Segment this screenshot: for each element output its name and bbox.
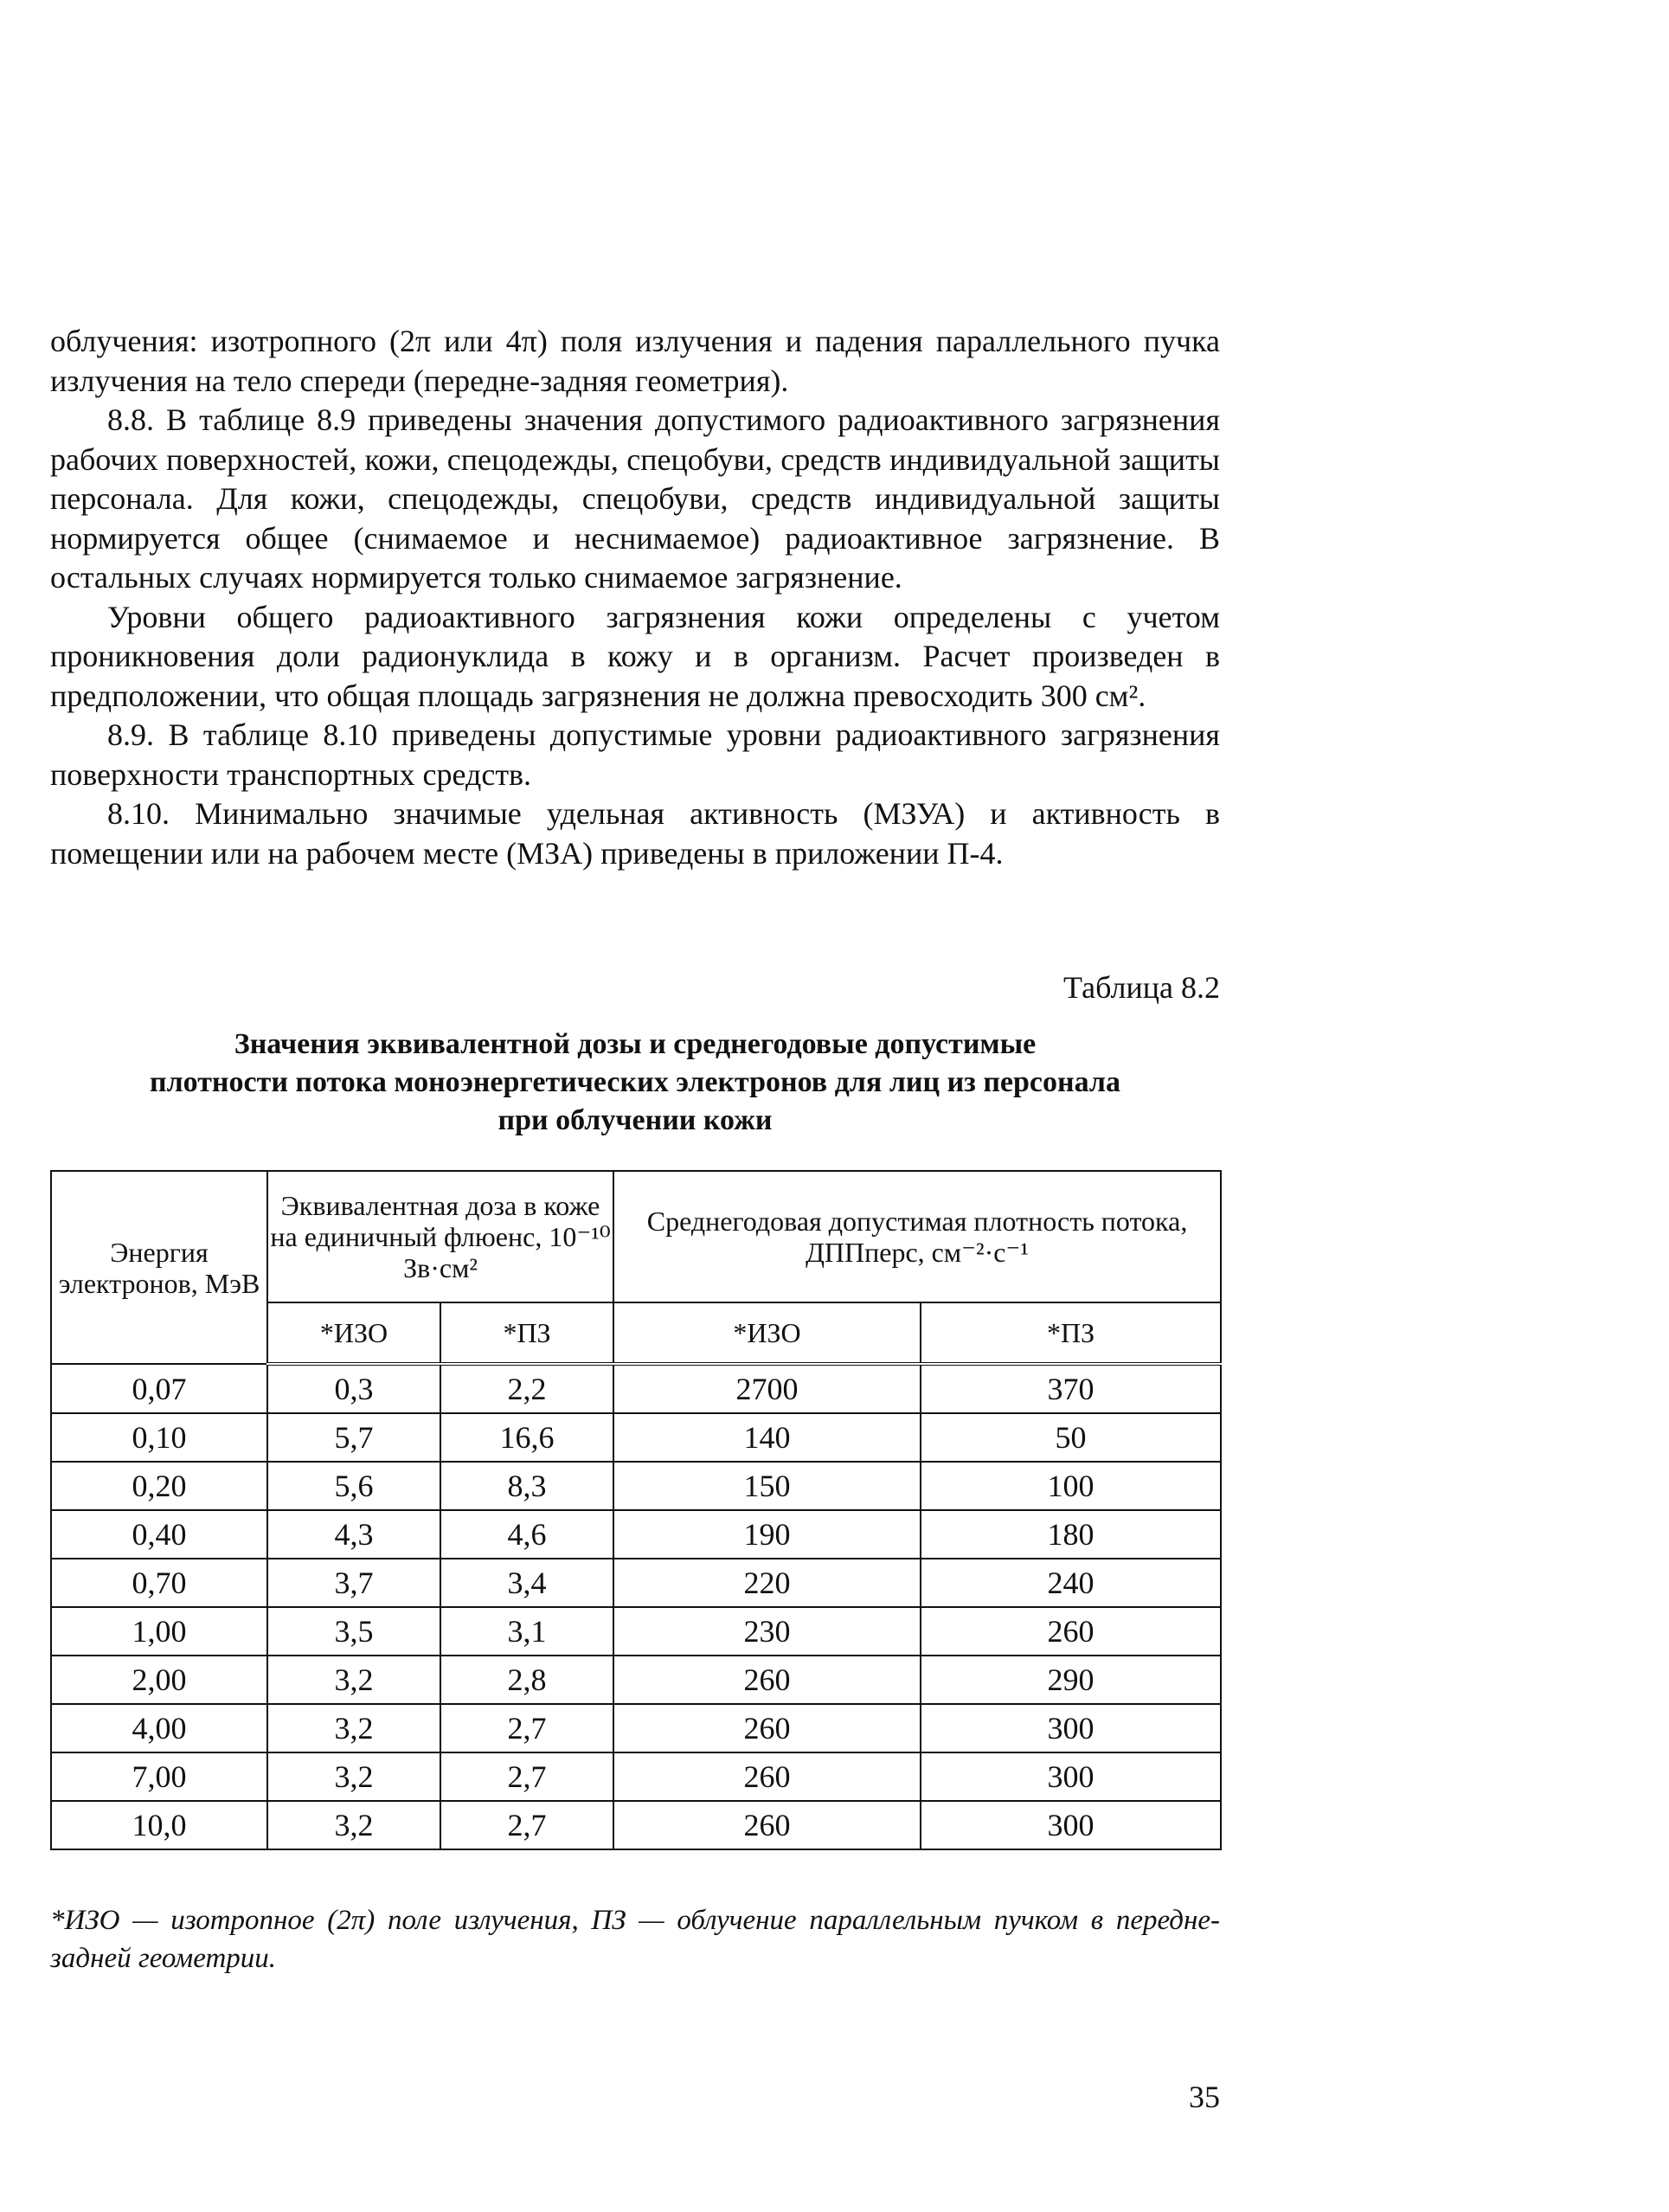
table-row: [51, 1656, 1221, 1704]
table-cell: 190: [613, 1510, 921, 1559]
table-body: [51, 1364, 1221, 1849]
table-row: [51, 1752, 1221, 1801]
paragraph: 8.8. В таблице 8.9 приведены значения допустимого радиоактивного загрязнения рабочих поверхностей, кожи, спецодежды, спецобуви, средств индивидуальной защиты персонала. Для кожи, спецодежды, спецобуви, средств индивидуальной защиты нормируется общее (снимаемое и неснимаемое) радиоактивное загрязнение. В остальных случаях нормируется только снимаемое загрязнение.: [50, 402, 1220, 595]
table-row: [51, 1559, 1221, 1607]
table-label: Таблица 8.2: [1063, 970, 1220, 1005]
table-cell: 100: [921, 1462, 1221, 1510]
table-cell: 16,6: [440, 1413, 613, 1462]
paragraph: Уровни общего радиоактивного загрязнения кожи определены с учетом проникновения доли радионуклида в кожу и в организм. Расчет произведен в предположении, что общая площадь загрязнения не должна превосходить 300 см².: [50, 599, 1220, 713]
table-row: [51, 1607, 1221, 1656]
table-cell: 3,5: [267, 1607, 440, 1656]
table-cell: 3,2: [267, 1704, 440, 1752]
table-cell: 3,2: [267, 1801, 440, 1849]
table-cell: 150: [613, 1462, 921, 1510]
table-row: [51, 1704, 1221, 1752]
table-cell: 2,7: [440, 1704, 613, 1752]
table-cell: 0,40: [51, 1510, 267, 1559]
header-flux: Среднегодовая допустимая плотность потока, ДППперс, см⁻²·с⁻¹: [613, 1171, 1221, 1302]
table-cell: 0,20: [51, 1462, 267, 1510]
table-cell: 4,3: [267, 1510, 440, 1559]
table-cell: 2,00: [51, 1656, 267, 1704]
table-cell: 3,2: [267, 1656, 440, 1704]
header-energy: Энергия электронов, МэВ: [51, 1171, 267, 1364]
table-cell: 1,00: [51, 1607, 267, 1656]
dose-table: [50, 1170, 1222, 1850]
table-cell: 290: [921, 1656, 1221, 1704]
table-cell: 260: [921, 1607, 1221, 1656]
table-cell: 230: [613, 1607, 921, 1656]
page-number: 35: [1189, 2080, 1220, 2114]
table-cell: 260: [613, 1752, 921, 1801]
table-cell: 2,7: [440, 1752, 613, 1801]
paragraph: 8.9. В таблице 8.10 приведены допустимые уровни радиоактивного загрязнения поверхности транспортных средств.: [50, 717, 1220, 792]
footnote: *ИЗО — изотропное (2π) поле излучения, ПЗ — облучение параллельным пучком в передне-задней геометрии.: [50, 1905, 1220, 1974]
subheader-dose-pz: *ПЗ: [440, 1302, 613, 1364]
table-title-line: при облучении кожи: [497, 1104, 773, 1136]
table-title-line: Значения эквивалентной дозы и среднегодовые допустимые: [234, 1028, 1037, 1060]
table-cell: 0,70: [51, 1559, 267, 1607]
table-cell: 260: [613, 1656, 921, 1704]
table-row: [51, 1364, 1221, 1413]
table-cell: 370: [921, 1364, 1221, 1413]
table-cell: 3,2: [267, 1752, 440, 1801]
table-cell: 4,6: [440, 1510, 613, 1559]
table-cell: 2,2: [440, 1364, 613, 1413]
table-cell: 220: [613, 1559, 921, 1607]
table-cell: 3,4: [440, 1559, 613, 1607]
table-row: [51, 1462, 1221, 1510]
table-cell: 300: [921, 1752, 1221, 1801]
table-cell: 4,00: [51, 1704, 267, 1752]
table-cell: 3,1: [440, 1607, 613, 1656]
table-row: [51, 1413, 1221, 1462]
table-cell: 0,10: [51, 1413, 267, 1462]
table-row: [51, 1801, 1221, 1849]
subheader-flux-pz: *ПЗ: [921, 1302, 1221, 1364]
table-cell: 260: [613, 1801, 921, 1849]
table-cell: 180: [921, 1510, 1221, 1559]
table-cell: 2,8: [440, 1656, 613, 1704]
table-cell: 3,7: [267, 1559, 440, 1607]
table-cell: 300: [921, 1801, 1221, 1849]
subheader-flux-iso: *ИЗО: [613, 1302, 921, 1364]
table-cell: 0,07: [51, 1364, 267, 1413]
body-text: [50, 322, 1220, 873]
table-cell: 300: [921, 1704, 1221, 1752]
subheader-dose-iso: *ИЗО: [267, 1302, 440, 1364]
table-cell: 260: [613, 1704, 921, 1752]
table-title-line: плотности потока моноэнергетических электронов для лиц из персонала: [150, 1066, 1120, 1098]
table-cell: 2,7: [440, 1801, 613, 1849]
paragraph: облучения: изотропного (2π или 4π) поля излучения и падения параллельного пучка излучения на тело спереди (передне-задняя геометрия).: [50, 324, 1220, 398]
table-cell: 7,00: [51, 1752, 267, 1801]
table-title: [50, 1026, 1220, 1140]
table-cell: 50: [921, 1413, 1221, 1462]
table-cell: 240: [921, 1559, 1221, 1607]
paragraph: 8.10. Минимально значимые удельная активность (МЗУА) и активность в помещении или на рабочем месте (МЗА) приведены в приложении П-4.: [50, 796, 1220, 871]
table-cell: 10,0: [51, 1801, 267, 1849]
table-cell: 5,7: [267, 1413, 440, 1462]
header-dose: Эквивалентная доза в коже на единичный флюенс, 10⁻¹⁰ Зв·см²: [267, 1171, 613, 1302]
table-cell: 8,3: [440, 1462, 613, 1510]
table-row: [51, 1510, 1221, 1559]
table-cell: 140: [613, 1413, 921, 1462]
table-cell: 2700: [613, 1364, 921, 1413]
table-cell: 0,3: [267, 1364, 440, 1413]
table-cell: 5,6: [267, 1462, 440, 1510]
